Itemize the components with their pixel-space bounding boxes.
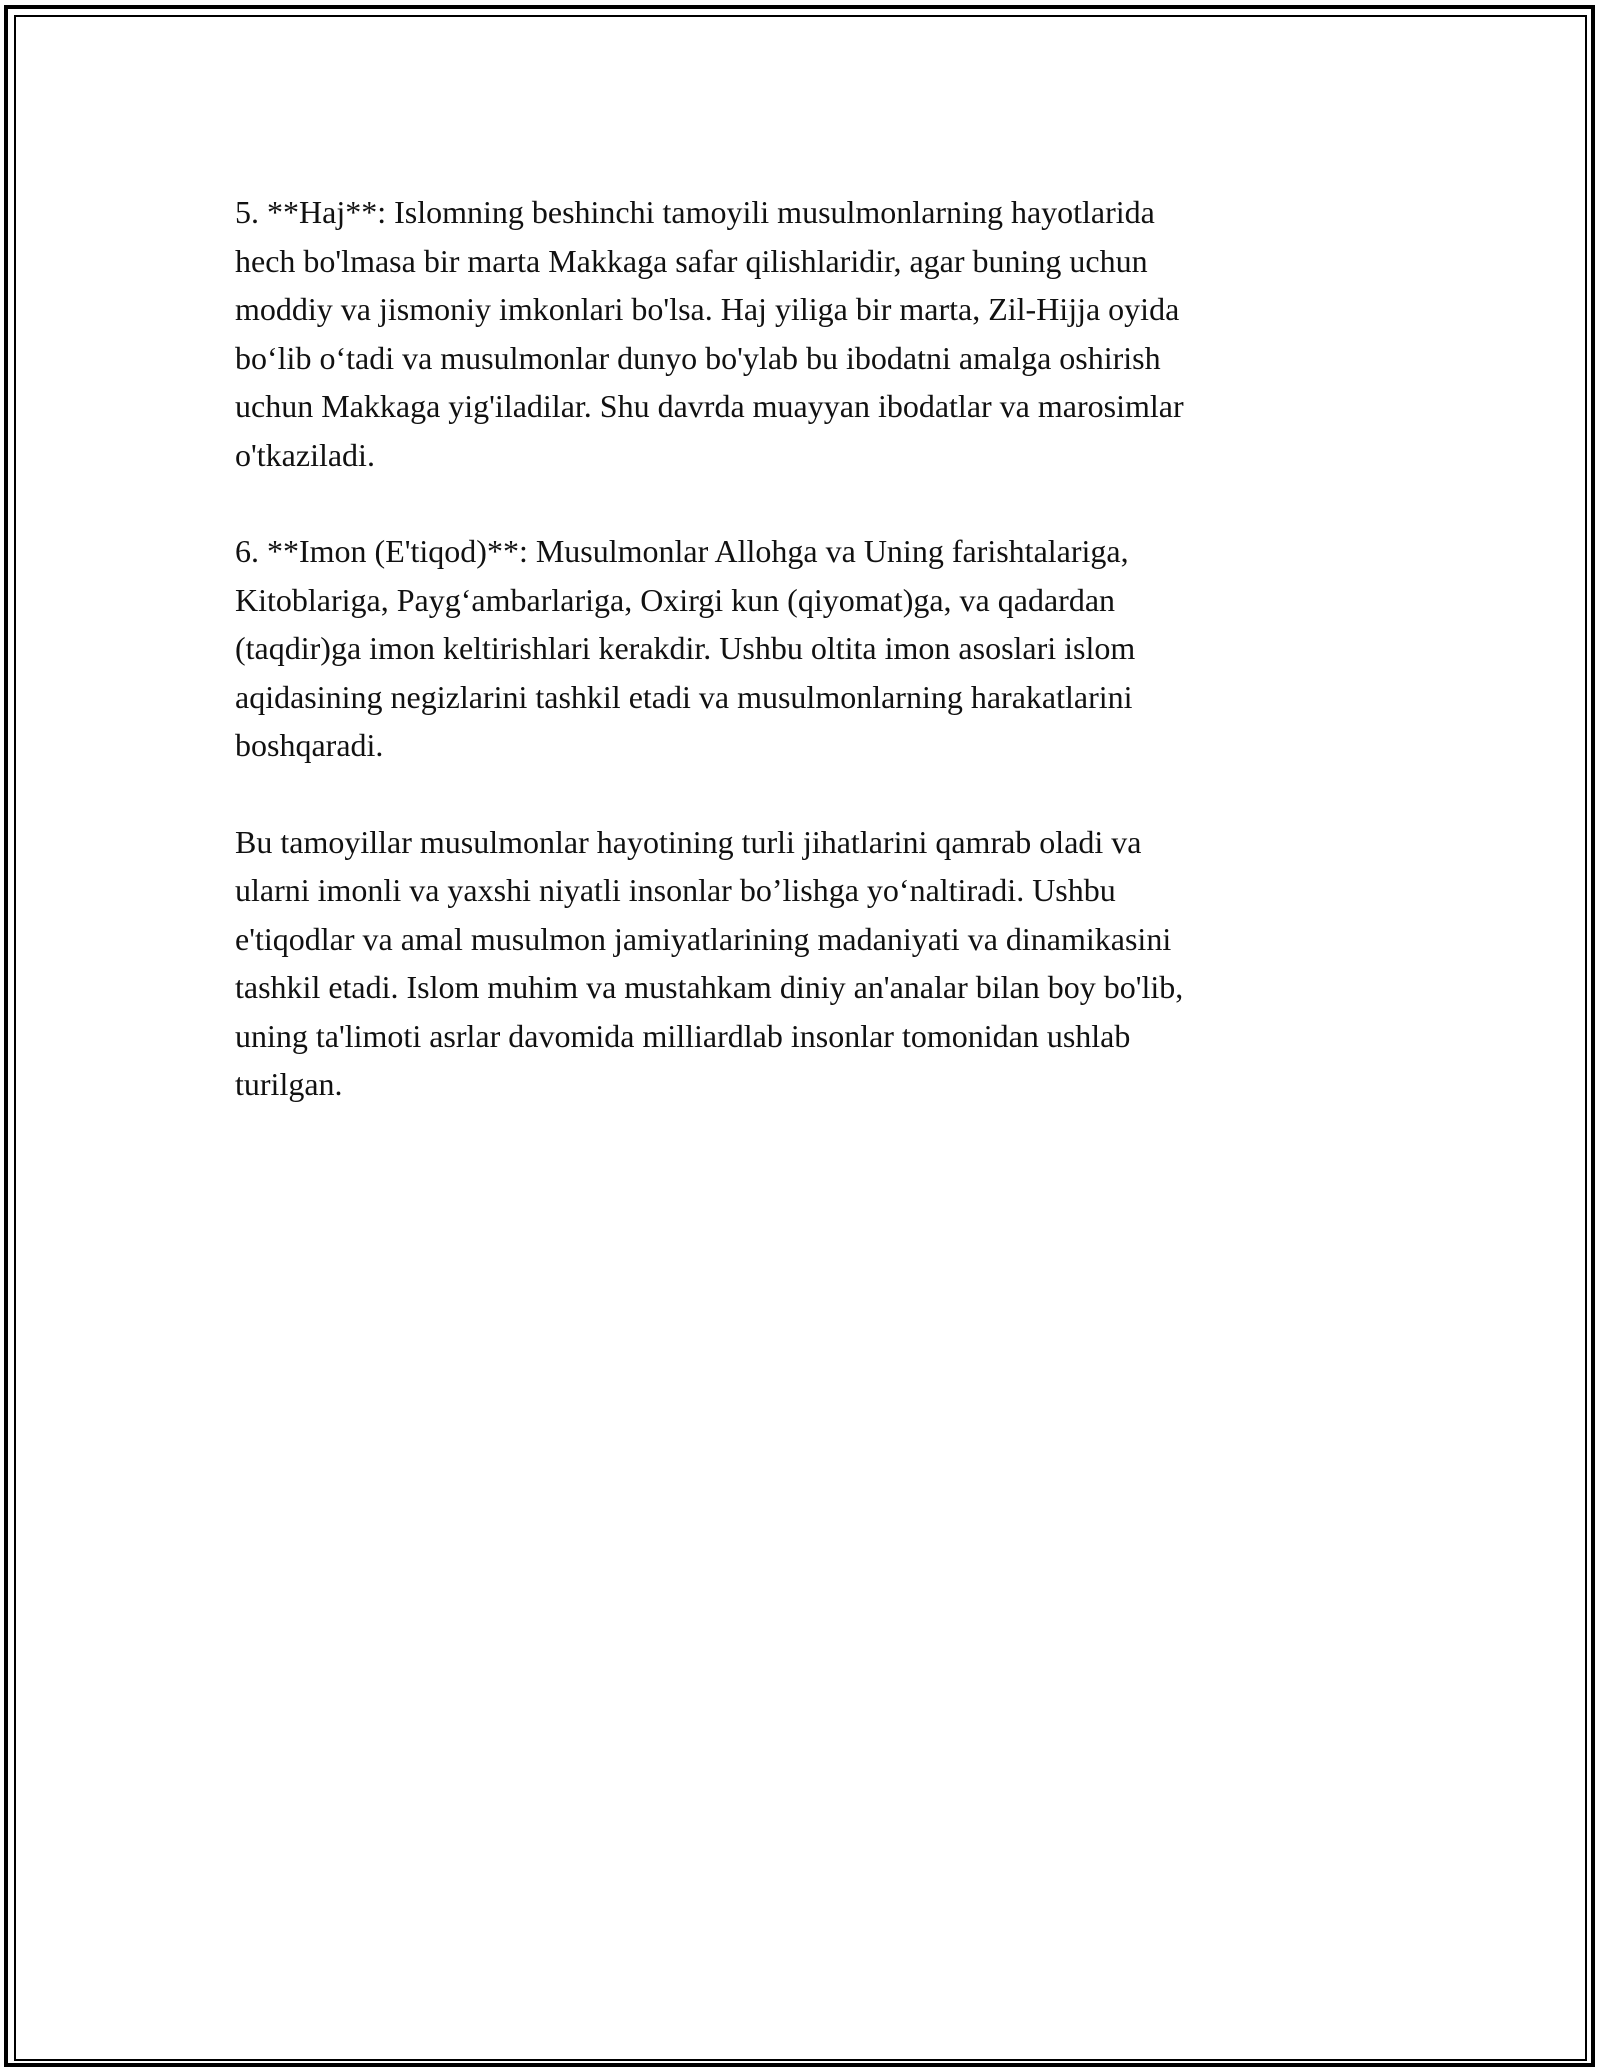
text-line: aqidasining negizlarini tashkil etadi va musulmonlarning harakatlarini <box>235 678 1133 715</box>
text-line: tashkil etadi. Islom muhim va mustahkam diniy an'analar bilan boy bo'lib, <box>235 969 1184 1005</box>
text-line: Kitoblariga, Payg‘ambarlariga, Oxirgi kun (qiyomat)ga, va qadardan <box>235 581 1116 618</box>
paragraph-imon <box>235 527 1365 770</box>
text-line: uchun Makkaga yig'iladilar. Shu davrda muayyan ibodatlar va marosimlar <box>235 388 1184 424</box>
document-body <box>235 188 1365 1157</box>
text-line: o'tkaziladi. <box>235 436 375 473</box>
text-line: Bu tamoyillar musulmonlar hayotining turli jihatlarini qamrab oladi va <box>235 823 1142 860</box>
text-line: moddiy va jismoniy imkonlari bo'lsa. Haj yiliga bir marta, Zil-Hijja oyida <box>235 291 1180 327</box>
text-line: 5. **Haj**: Islomning beshinchi tamoyili musulmonlarning hayotlarida <box>235 194 1155 230</box>
text-line: (taqdir)ga imon keltirishlari kerakdir. Ushbu oltita imon asoslari islom <box>235 630 1136 666</box>
text-line: turilgan. <box>235 1066 343 1102</box>
text-line: bo‘lib o‘tadi va musulmonlar dunyo bo'ylab bu ibodatni amalga oshirish <box>235 339 1161 376</box>
text-line: uning ta'limoti asrlar davomida milliardlab insonlar tomonidan ushlab <box>235 1017 1131 1054</box>
text-line: boshqaradi. <box>235 727 384 763</box>
text-line: e'tiqodlar va amal musulmon jamiyatlarining madaniyati va dinamikasini <box>235 920 1172 957</box>
paragraph-haj <box>235 188 1365 479</box>
text-line: hech bo'lmasa bir marta Makkaga safar qilishlaridir, agar buning uchun <box>235 242 1148 279</box>
text-line: 6. **Imon (E'tiqod)**: Musulmonlar Allohga va Uning farishtalariga, <box>235 533 1129 569</box>
text-line: ularni imonli va yaxshi niyatli insonlar bo’lishga yo‘naltiradi. Ushbu <box>235 872 1116 908</box>
paragraph-conclusion <box>235 818 1365 1109</box>
